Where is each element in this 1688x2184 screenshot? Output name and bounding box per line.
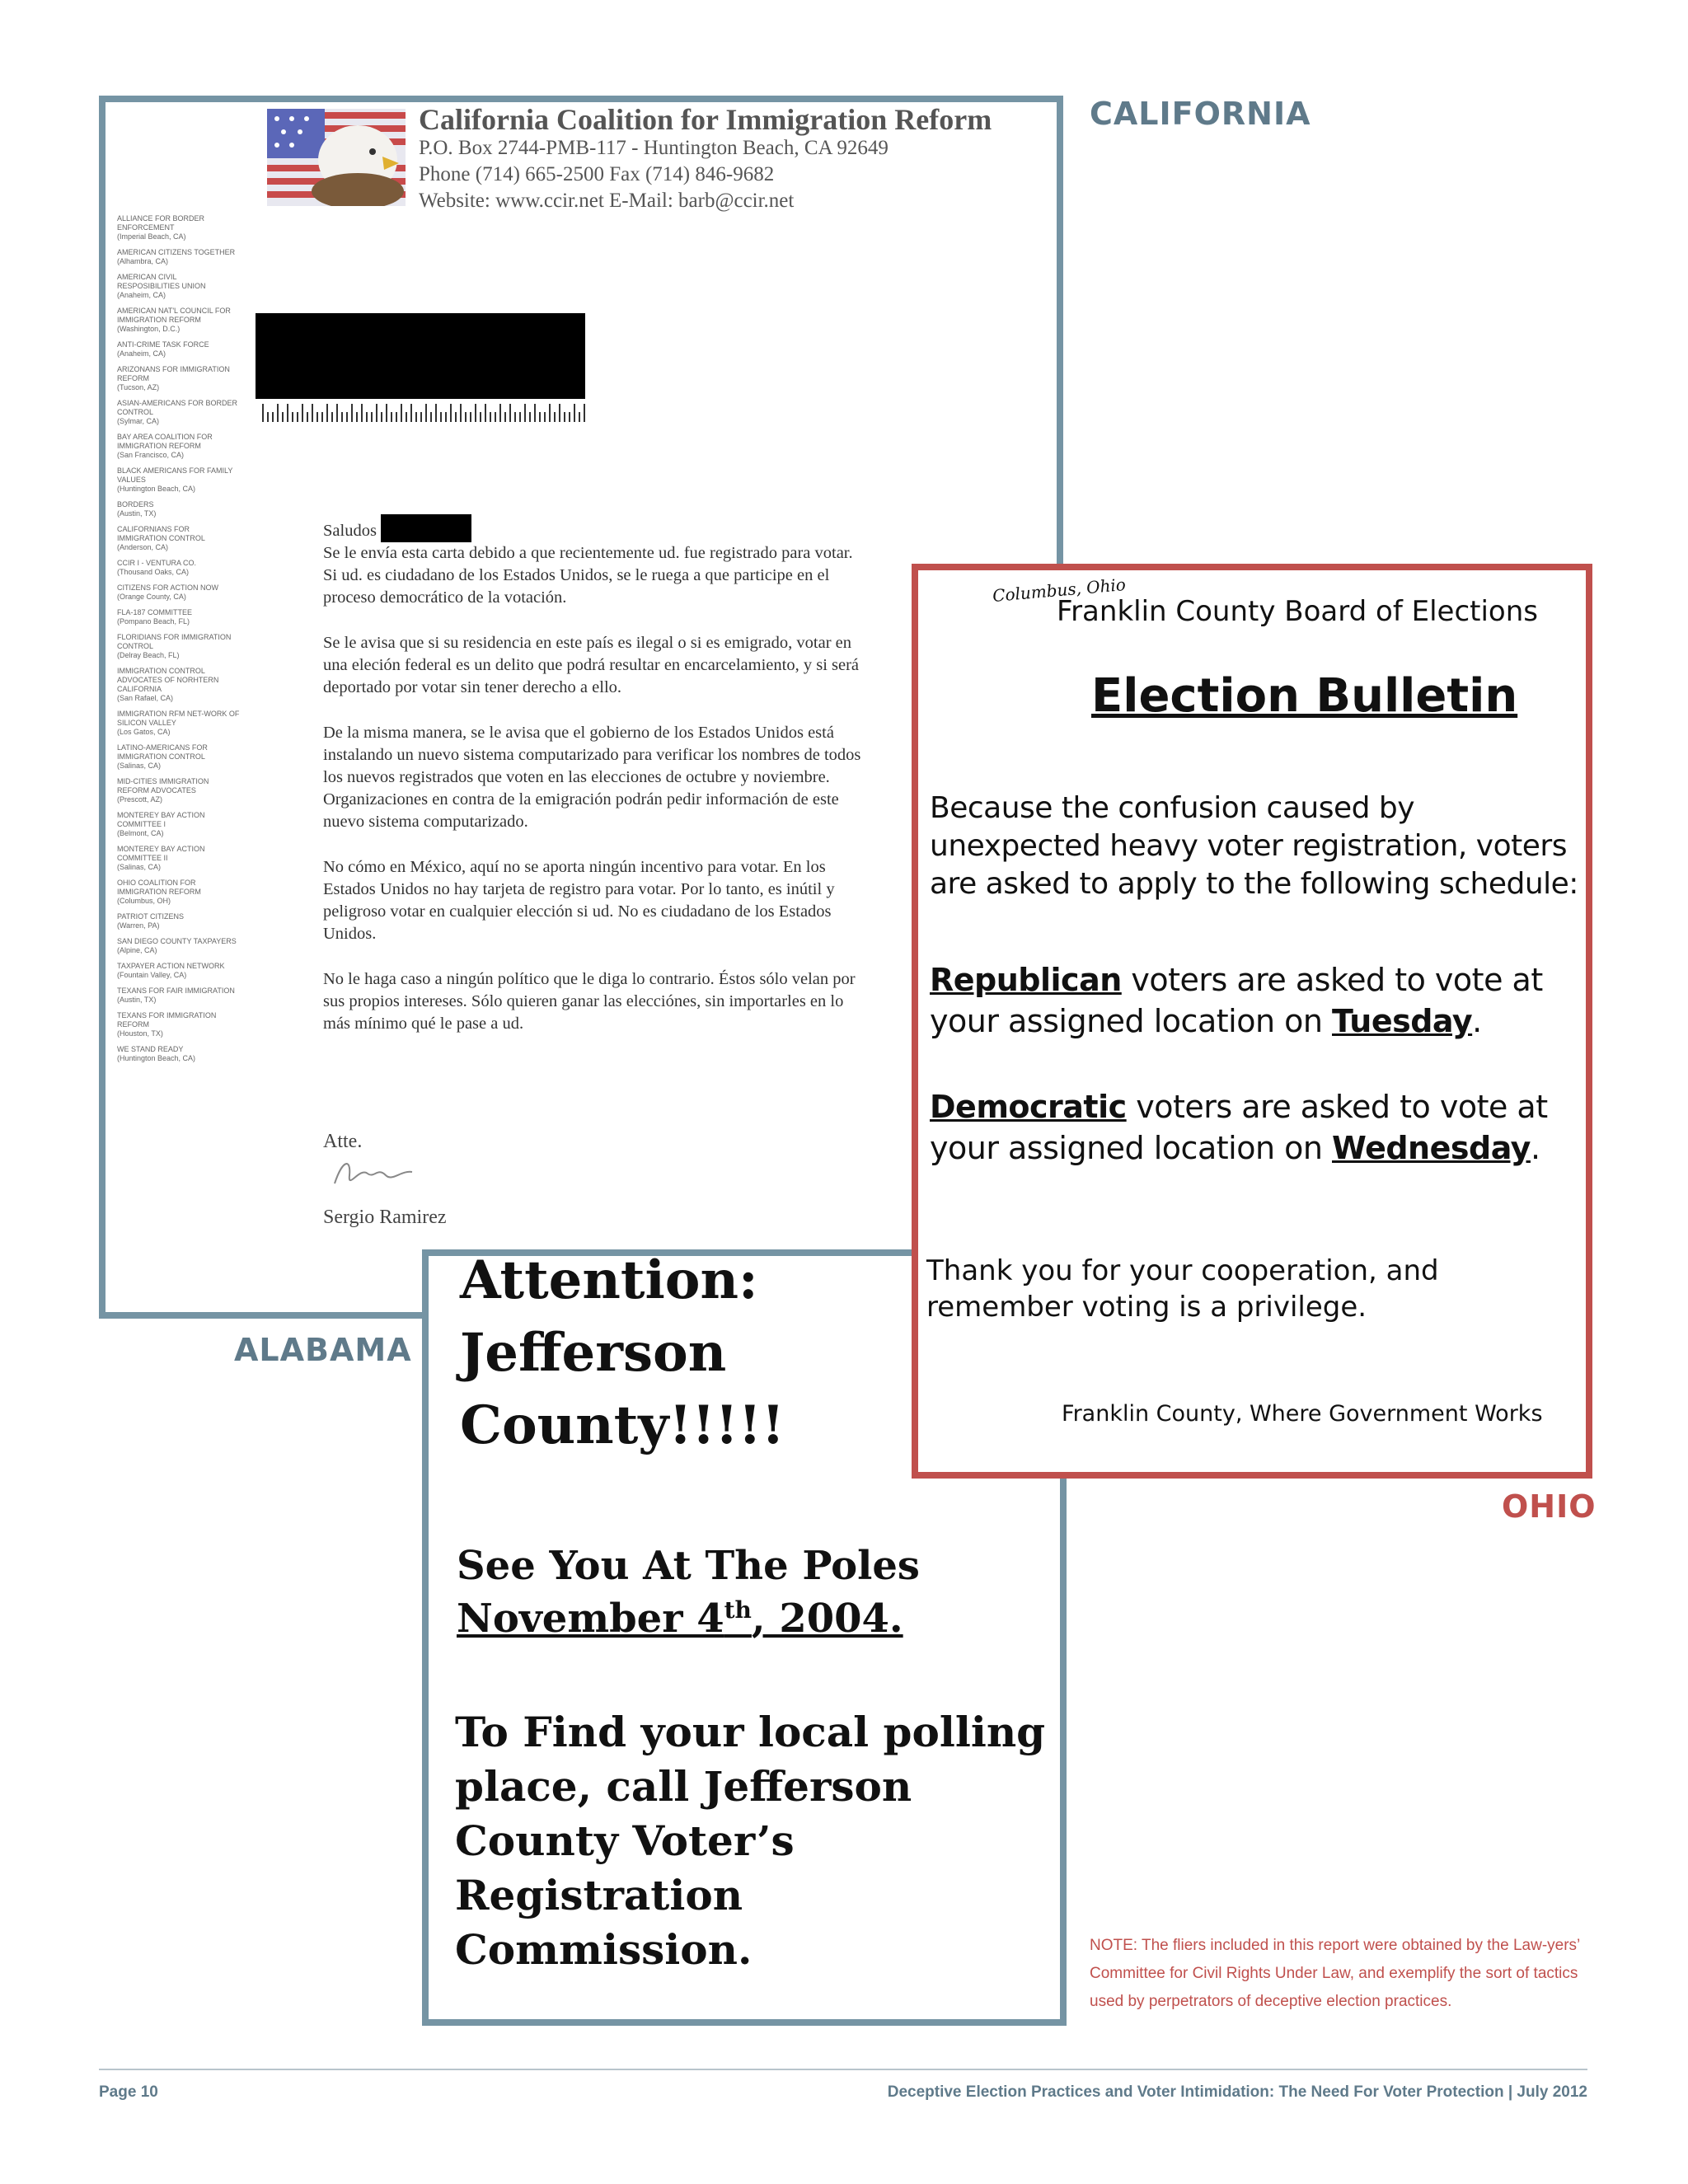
member-org-city: (Tucson, AZ) xyxy=(117,383,160,391)
member-org-item xyxy=(117,1045,241,1063)
member-org-city: (Pompano Beach, FL) xyxy=(117,617,190,626)
bulletin-slogan: Franklin County, Where Government Works xyxy=(1062,1401,1543,1427)
signer-name: Sergio Ramirez xyxy=(323,1207,447,1228)
letter-paragraph-3: De la misma manera, se le avisa que el gobierno de los Estados Unidos está instalando un nuevo sistema computarizado para verificar los nombres de todos los nuevos registrados que voten en las elecciones de octubre y noviembre. Organizaciones en contra de la emigración podrán pedir información de este nuevo sistema computarizado. xyxy=(323,724,861,831)
member-org-item xyxy=(117,912,241,930)
member-org-city: (Alpine, CA) xyxy=(117,946,157,954)
flier-county-2: County!!!!! xyxy=(460,1394,785,1456)
member-org-name: MID-CITIES IMMIGRATION REFORM ADVOCATES xyxy=(117,777,209,794)
member-org-item xyxy=(117,710,241,737)
member-org-city: (Imperial Beach, CA) xyxy=(117,232,186,241)
flier-find-1: To Find your local polling xyxy=(455,1708,1046,1756)
member-org-city: (Anderson, CA) xyxy=(117,543,169,551)
member-org-name: CALIFORNIANS FOR IMMIGRATION CONTROL xyxy=(117,525,205,542)
member-org-name: PATRIOT CITIZENS xyxy=(117,912,185,921)
member-org-item xyxy=(117,559,241,577)
flier-attention: Attention: xyxy=(460,1249,758,1311)
member-org-name: ASIAN-AMERICANS FOR BORDER CONTROL xyxy=(117,399,238,416)
member-org-name: ALLIANCE FOR BORDER ENFORCEMENT xyxy=(117,214,205,232)
member-org-name: BLACK AMERICANS FOR FAMILY VALUES xyxy=(117,466,233,484)
member-org-item xyxy=(117,811,241,838)
member-org-item xyxy=(117,633,241,660)
letterhead-web: Website: www.ccir.net E-Mail: barb@ccir.net xyxy=(419,190,795,212)
member-org-name: MONTEREY BAY ACTION COMMITTEE II xyxy=(117,845,205,862)
member-org-city: (Salinas, CA) xyxy=(117,863,162,871)
member-org-item xyxy=(117,273,241,300)
flier-find-5: Commission. xyxy=(455,1925,753,1974)
bulletin-title: Election Bulletin xyxy=(1091,669,1518,723)
redacted-address xyxy=(256,313,585,399)
member-org-city: (Austin, TX) xyxy=(117,509,157,518)
member-org-item xyxy=(117,340,241,359)
member-org-city: (Houston, TX) xyxy=(117,1029,163,1038)
democratic-instruction: Democratic voters are asked to vote at your assigned location on Wednesday. xyxy=(930,1089,1548,1166)
bulletin-intro: Because the confusion caused by unexpected heavy voter registration, voters are asked to apply to the following schedule: xyxy=(930,791,1578,901)
eagle-flag-logo xyxy=(267,109,406,206)
member-org-city: (Thousand Oaks, CA) xyxy=(117,568,190,576)
member-org-city: (Austin, TX) xyxy=(117,996,157,1004)
member-org-name: AMERICAN NAT'L COUNCIL FOR IMMIGRATION REFORM xyxy=(117,307,231,324)
member-org-name: AMERICAN CITIZENS TOGETHER xyxy=(117,248,236,256)
member-org-name: IMMIGRATION RFM NET-WORK OF SILICON VALLEY xyxy=(117,710,240,727)
member-org-city: (Warren, PA) xyxy=(117,921,160,930)
member-org-name: AMERICAN CIVIL RESPOSIBILITIES UNION xyxy=(117,273,206,290)
running-title: Deceptive Election Practices and Voter Intimidation: The Need For Voter Protection | July 2012 xyxy=(887,2083,1587,2101)
member-org-item xyxy=(117,214,241,241)
member-org-item xyxy=(117,937,241,955)
republican-instruction: Republican voters are asked to vote at your assigned location on Tuesday. xyxy=(930,962,1543,1039)
letter-paragraph-4: No cómo en México, aquí no se aporta ningún incentivo para votar. En los Estados Unidos no hay tarjeta de registro para votar. Por lo tanto, es inútil y peligroso votar en cualquier elección si ud. No es ciudadano de los Estados Unidos. xyxy=(323,858,835,943)
member-org-name: LATINO-AMERICANS FOR IMMIGRATION CONTROL xyxy=(117,743,208,761)
member-org-city: (Salinas, CA) xyxy=(117,762,162,770)
flier-find-2: place, call Jefferson xyxy=(455,1762,912,1811)
member-org-item xyxy=(117,608,241,626)
member-org-city: (Huntington Beach, CA) xyxy=(117,1054,196,1062)
letter-paragraph-1: Se le envía esta carta debido a que recientemente ud. fue registrado para votar. Si ud. es ciudadano de los Estados Unidos, se le ruega a que participe en el proceso democrático de la votación. xyxy=(323,544,853,607)
flier-date: November 4th, 2004. xyxy=(457,1596,903,1642)
letter-paragraph-5: No le haga caso a ningún político que le diga lo contrario. Éstos sólo velan por sus propios intereses. Sólo quieren ganar las elecciónes, sin importarles en lo más mínimo qué le pase a ud. xyxy=(323,970,856,1033)
page-number: Page 10 xyxy=(99,2083,158,2101)
member-org-item xyxy=(117,525,241,552)
member-org-city: (San Francisco, CA) xyxy=(117,451,185,459)
ohio-label: OHIO xyxy=(1502,1488,1597,1525)
member-org-city: (Orange County, CA) xyxy=(117,593,186,601)
member-org-name: BORDERS xyxy=(117,500,154,509)
handwritten-note: Columbus, Ohio xyxy=(992,574,1127,607)
ohio-flier xyxy=(912,564,1592,1479)
member-org-item xyxy=(117,583,241,602)
letter-body xyxy=(323,514,867,1058)
member-org-name: TEXANS FOR IMMIGRATION REFORM xyxy=(117,1011,217,1029)
member-org-name: ANTI-CRIME TASK FORCE xyxy=(117,340,209,349)
source-note: NOTE: The fliers included in this report were obtained by the Law-yers’ Committee for Civil Rights Under Law, and exemplify the sort of tactics used by perpetrators of deceptive election practices. xyxy=(1090,1937,1580,2010)
letterhead-org: California Coalition for Immigration Reform xyxy=(419,103,992,136)
member-org-name: TAXPAYER ACTION NETWORK xyxy=(117,962,225,970)
member-org-name: SAN DIEGO COUNTY TAXPAYERS xyxy=(117,937,237,945)
member-org-name: FLA-187 COMMITTEE xyxy=(117,608,193,616)
member-org-name: CCIR I - VENTURA CO. xyxy=(117,559,197,567)
member-org-city: (Fountain Valley, CA) xyxy=(117,971,187,979)
member-org-name: IMMIGRATION CONTROL ADVOCATES OF NORHTERN CALIFORNIA xyxy=(117,667,219,693)
member-org-name: BAY AREA COALITION FOR IMMIGRATION REFORM xyxy=(117,433,213,450)
member-org-city: (Prescott, AZ) xyxy=(117,795,163,804)
member-org-list xyxy=(117,214,241,1070)
greeting: Saludos xyxy=(323,522,377,540)
member-org-name: FLORIDIANS FOR IMMIGRATION CONTROL xyxy=(117,633,232,650)
member-org-item xyxy=(117,667,241,703)
member-org-name: MONTEREY BAY ACTION COMMITTEE I xyxy=(117,811,205,828)
member-org-city: (Washington, D.C.) xyxy=(117,325,181,333)
member-org-name: TEXANS FOR FAIR IMMIGRATION xyxy=(117,987,235,995)
member-org-city: (Anaheim, CA) xyxy=(117,349,166,358)
member-org-item xyxy=(117,500,241,518)
postal-barcode xyxy=(262,404,588,422)
member-org-city: (Sylmar, CA) xyxy=(117,417,160,425)
member-org-city: (Columbus, OH) xyxy=(117,897,171,905)
member-org-city: (Anaheim, CA) xyxy=(117,291,166,299)
california-label: CALIFORNIA xyxy=(1090,96,1311,132)
member-org-item xyxy=(117,962,241,980)
letter-paragraph-2: Se le avisa que si su residencia en este país es ilegal o si es emigrado, votar en una eleción federal es un delito que podrá resultar en encarcelamiento, y si será deportado por votar sin tener derecho a ello. xyxy=(323,634,860,696)
member-org-item xyxy=(117,399,241,426)
member-org-item xyxy=(117,845,241,872)
member-org-item xyxy=(117,1011,241,1038)
member-org-city: (Los Gatos, CA) xyxy=(117,728,171,736)
letterhead-address: P.O. Box 2744-PMB-117 - Huntington Beach, CA 92649 xyxy=(419,137,889,159)
member-org-item xyxy=(117,987,241,1005)
flier-see-you: See You At The Poles xyxy=(457,1543,920,1589)
member-org-item xyxy=(117,777,241,804)
member-org-item xyxy=(117,466,241,494)
member-org-item xyxy=(117,879,241,906)
flier-find-4: Registration xyxy=(455,1871,743,1919)
member-org-name: WE STAND READY xyxy=(117,1045,184,1053)
member-org-city: (San Rafael, CA) xyxy=(117,694,174,702)
member-org-item xyxy=(117,365,241,392)
letter-closing: Atte. xyxy=(323,1131,363,1152)
member-org-city: (Belmont, CA) xyxy=(117,829,164,837)
redacted-name xyxy=(381,514,471,542)
flier-county-1: Jefferson xyxy=(460,1322,727,1384)
member-org-city: (Huntington Beach, CA) xyxy=(117,485,196,493)
flier-find-3: County Voter’s xyxy=(455,1816,795,1865)
alabama-label: ALABAMA xyxy=(234,1332,412,1368)
member-org-name: ARIZONANS FOR IMMIGRATION REFORM xyxy=(117,365,230,382)
member-org-city: (Alhambra, CA) xyxy=(117,257,169,265)
signature xyxy=(326,1151,417,1200)
member-org-name: CITIZENS FOR ACTION NOW xyxy=(117,583,218,592)
letterhead-phone: Phone (714) 665-2500 Fax (714) 846-9682 xyxy=(419,163,775,185)
board-name: Franklin County Board of Elections xyxy=(1057,595,1538,628)
member-org-item xyxy=(117,433,241,460)
member-org-item xyxy=(117,743,241,771)
bulletin-thanks: Thank you for your cooperation, and remember voting is a privilege. xyxy=(926,1254,1439,1324)
member-org-city: (Delray Beach, FL) xyxy=(117,651,180,659)
member-org-item xyxy=(117,248,241,266)
footer-divider xyxy=(99,2069,1587,2070)
member-org-name: OHIO COALITION FOR IMMIGRATION REFORM xyxy=(117,879,201,896)
member-org-item xyxy=(117,307,241,334)
